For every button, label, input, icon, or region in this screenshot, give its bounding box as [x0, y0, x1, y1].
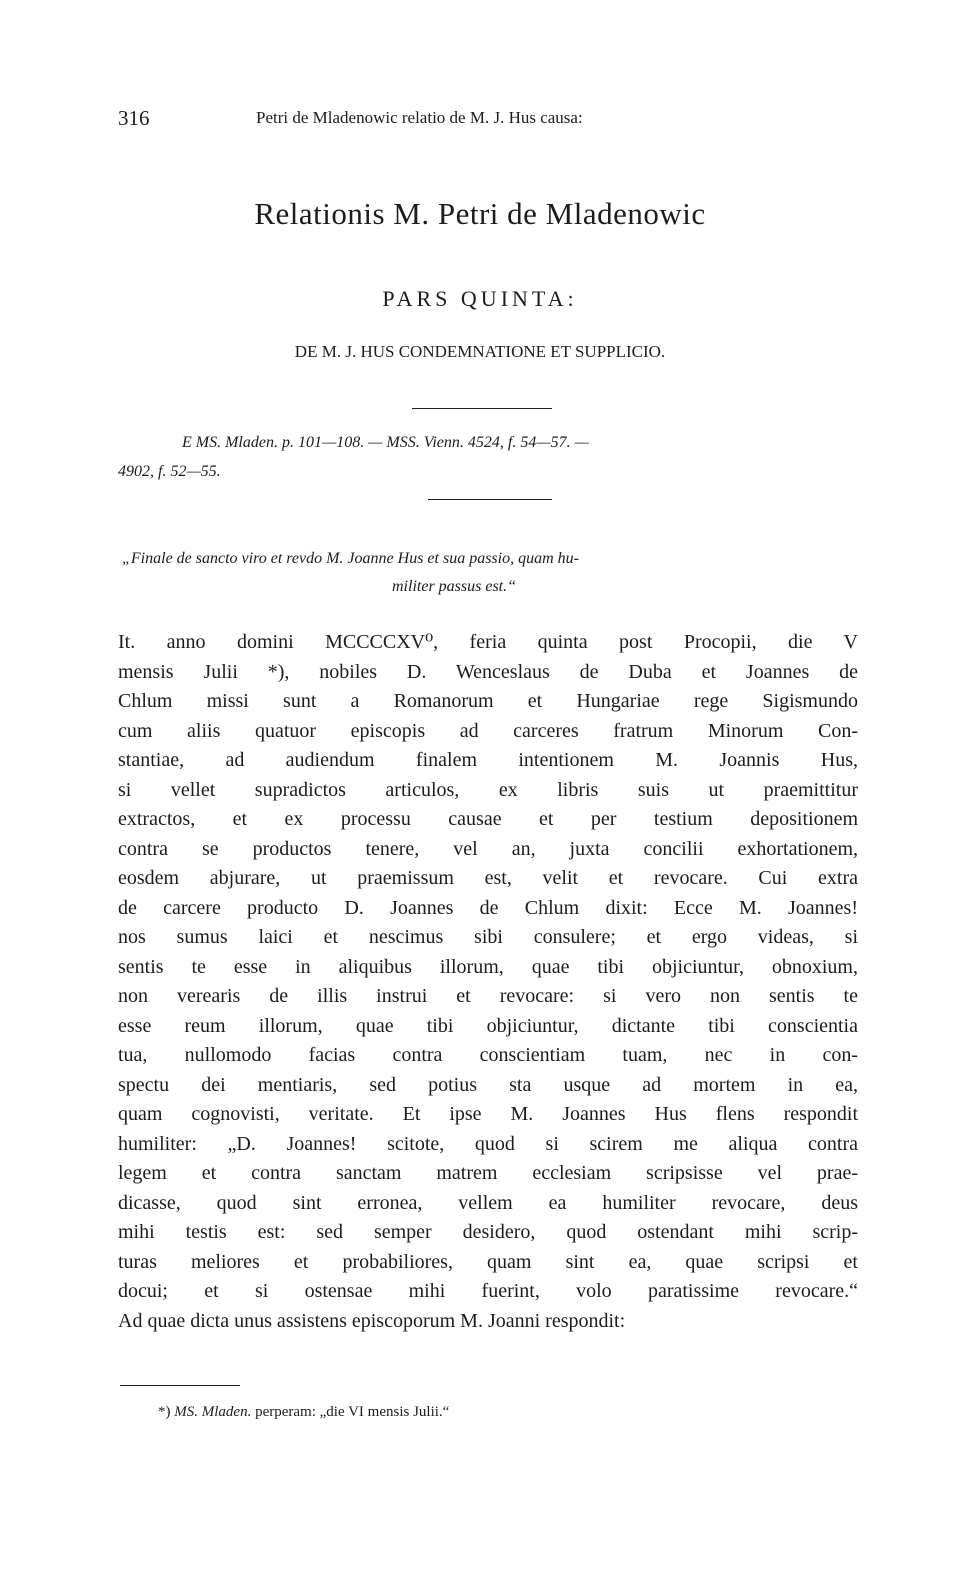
text-line: dicasse, quod sint erronea, vellem ea humiliter revocare, deus	[118, 1191, 858, 1214]
text-line: mihi testis est: sed semper desidero, quod ostendant mihi scrip-	[118, 1221, 858, 1243]
epigraph	[118, 545, 858, 601]
text-line: si vellet supradictos articulos, ex libris suis ut praemittitur	[118, 778, 858, 801]
part-subheading: DE M. J. HUS CONDEMNATIONE ET SUPPLICIO.	[294, 342, 666, 361]
footnote-marker: *)	[158, 1404, 171, 1420]
text-line: humiliter: „D. Joannes! scitote, quod si scirem me aliqua contra	[118, 1132, 858, 1155]
text-line: spectu dei mentiaris, sed potius sta usque ad mortem in ea,	[118, 1073, 858, 1096]
text-line: cum aliis quatuor episcopis ad carceres fratrum Minorum Con-	[118, 719, 858, 742]
text-line: eosdem abjurare, ut praemissum est, velit et revocare. Cui extra	[118, 867, 858, 889]
footnote	[158, 1404, 449, 1421]
part-heading: PARS QUINTA:	[382, 286, 578, 311]
text-line: non verearis de illis instrui et revocare: si vero non sentis te	[118, 985, 858, 1007]
running-title: Petri de Mladenowic relatio de M. J. Hus causa:	[256, 108, 583, 127]
text-line: contra se productos tenere, vel an, juxta concilii exhortationem,	[118, 837, 858, 860]
source-line: E MS. Mladen. p. 101—108. — MSS. Vienn. 4524, f. 54—57. —	[182, 434, 589, 451]
text-line: It. anno domini MCCCCXV⁰, feria quinta post Procopii, die V	[118, 631, 858, 653]
text-line: mensis Julii *), nobiles D. Wenceslaus de Duba et Joannes de	[118, 660, 858, 683]
body-paragraph	[118, 628, 858, 1336]
epigraph-line: „Finale de sancto viro et revdo M. Joanne Hus et sua passio, quam hu-	[122, 550, 579, 567]
text-line: Ad quae dicta unus assistens episcoporum M. Joanni respondit:	[118, 1309, 626, 1332]
text-line: nos sumus laici et nescimus sibi consulere; et ergo videas, si	[118, 926, 858, 948]
divider-rule	[428, 499, 552, 500]
footnote-rule	[120, 1385, 240, 1386]
text-line: esse reum illorum, quae tibi objiciuntur, dictante tibi conscientia	[118, 1014, 858, 1037]
text-line: extractos, et ex processu causae et per testium depositionem	[118, 808, 858, 830]
text-line: quam cognovisti, veritate. Et ipse M. Joannes Hus flens respondit	[118, 1103, 858, 1125]
footnote-source: MS. Mladen.	[174, 1404, 252, 1420]
source-line: 4902, f. 52—55.	[118, 463, 221, 480]
text-line: turas meliores et probabiliores, quam sint ea, quae scripsi et	[118, 1250, 858, 1273]
section-title: Relationis M. Petri de Mladenowic	[254, 196, 706, 231]
text-line: sentis te esse in aliquibus illorum, quae tibi objiciuntur, obnoxium,	[118, 955, 858, 978]
page-number: 316	[118, 106, 150, 130]
text-line: legem et contra sanctam matrem ecclesiam scripsisse vel prae-	[118, 1162, 858, 1184]
text-line: tua, nullomodo facias contra conscientiam tuam, nec in con-	[118, 1044, 858, 1066]
text-line: docui; et si ostensae mihi fuerint, volo paratissime revocare.“	[118, 1280, 858, 1302]
text-line: stantiae, ad audiendum finalem intentionem M. Joannis Hus,	[118, 749, 858, 771]
epigraph-line: militer passus est.“	[392, 578, 517, 595]
footnote-text: perperam: „die VI mensis Julii.“	[255, 1404, 450, 1420]
manuscript-source	[118, 428, 858, 486]
text-line: de carcere producto D. Joannes de Chlum dixit: Ecce M. Joannes!	[118, 896, 858, 919]
text-line: Chlum missi sunt a Romanorum et Hungariae rege Sigismundo	[118, 690, 858, 712]
divider-rule	[412, 408, 552, 409]
